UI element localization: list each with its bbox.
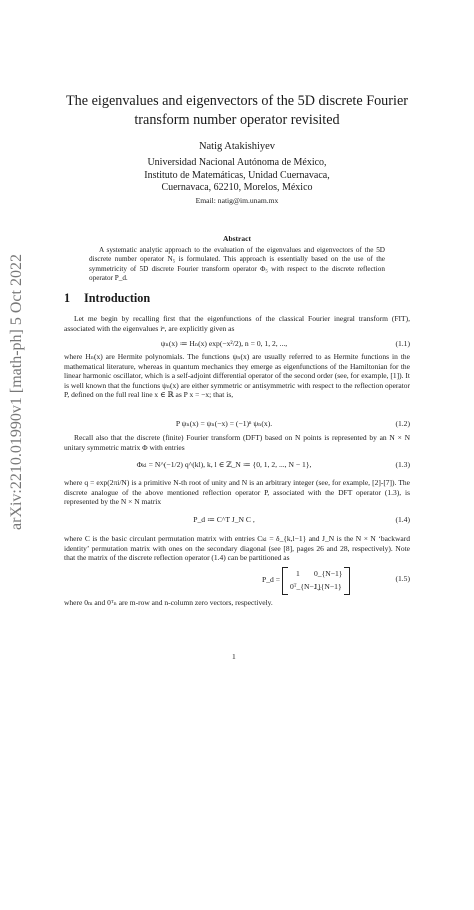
equation-tag: (1.2) — [395, 419, 410, 428]
matrix-lhs: P_d = — [262, 575, 280, 584]
author-name: Natig Atakishiyev — [198, 141, 276, 152]
left-bracket — [282, 567, 288, 595]
equation-body: P ψₙ(x) = ψₙ(−x) = (−1)ⁿ ψₙ(x). — [175, 419, 273, 428]
paragraph-1: Let me begin by recalling first that the eigenfunctions of the classical Fourier inegral transform (FIT), associated with the eigenvalues iⁿ, are explicitly given as — [64, 314, 410, 333]
equation-tag: (1.3) — [395, 460, 410, 469]
paragraph-5: where C is the basic circulant permutation matrix with entries Cₖₗ = δ_{k,l−1} and J_N is the N × N ‘backward identity’ permutation matrix with ones on the secondary diagonal (see [8], pages 26 and 28, respectively). Note that the matrix of the discrete reflection operator (1.4) can be partitioned as — [64, 534, 410, 563]
matrix-entry-12: 0_{N−1} — [314, 569, 343, 578]
paragraph-4: where q = exp(2πi/N) is a primitive N-th root of unity and N is an arbitrary integer (see, for example, [2]-[7]). The discrete analogue of the above mentioned reflection operator P, associated with the DFT operator (1.3), is represented by the N × N matrix — [64, 478, 410, 507]
title-line-1: The eigenvalues and eigenvectors of the 5D discrete Fourier — [66, 93, 408, 109]
equation-body: ψₙ(x) ≔ Hₙ(x) exp(−x²/2), n = 0, 1, 2, ..., — [160, 339, 288, 348]
equation-1-3 — [64, 458, 410, 472]
author-email: Email: natig@im.unam.mx — [195, 195, 279, 205]
paper-title — [64, 92, 410, 130]
equation-body: P_d ≔ C^T J_N C , — [193, 515, 255, 524]
equation-tag: (1.1) — [395, 339, 410, 348]
equation-1-2 — [64, 417, 410, 431]
section-number: 1 — [64, 291, 71, 305]
affiliation-line-2: Instituto de Matemáticas, Unidad Cuernavaca, — [144, 169, 330, 181]
right-bracket — [344, 567, 350, 595]
equation-tag: (1.5) — [395, 574, 410, 583]
abstract-body: A systematic analytic approach to the evaluation of the eigenvalues and eigenvectors of the 5D discrete number operator N₅ is formulated. This approach is essentially based on the use of the symmetricity of 5D discrete Fourier transform operator Φ₅ with respect to the discrete reflection operator P_d. — [89, 246, 385, 283]
affiliation-block — [64, 157, 410, 207]
matrix-entry-11: 1 — [296, 569, 300, 578]
equation-1-1 — [64, 337, 410, 351]
equation-tag: (1.4) — [395, 515, 410, 524]
affiliation-line-3: Cuernavaca, 62210, Morelos, México — [161, 182, 313, 193]
page-number: 1 — [232, 652, 236, 661]
matrix-entry-21: 0ᵀ_{N−1} — [290, 582, 322, 591]
arxiv-id: arXiv:2210.01990v1 [math-ph] 5 Oct 2022 — [8, 254, 25, 530]
affiliation-line-1: Universidad Nacional Autónoma de México, — [147, 157, 327, 168]
equation-body: Φₖₗ = N^(−1/2) q^(kl), k, l ∈ ℤ_N ≔ {0, 1, 2, ..., N − 1}, — [136, 460, 312, 469]
equation-1-4 — [64, 513, 410, 527]
arxiv-sidebar-stamp — [8, 254, 34, 910]
section-title: Introduction — [84, 291, 151, 305]
paragraph-3: Recall also that the discrete (finite) Fourier transform (DFT) based on N points is represented by an N × N unitary symmetric matrix Φ with entries — [64, 433, 410, 452]
abstract-heading: Abstract — [223, 234, 251, 243]
matrix-entry-22: J_{N−1} — [314, 582, 342, 591]
section-heading — [64, 291, 150, 306]
equation-1-5 — [64, 567, 410, 595]
paragraph-2: where Hₙ(x) are Hermite polynomials. The functions ψₙ(x) are usually referred to as Hermite functions in the mathematical literature, whereas in quantum mechanics they emerge as eigenfunctions of the Hamiltonian for the linear harmonic oscillator, which is a self-adjoint differential operator of the second order (see, for example, [1]). It is well known that the functions ψₙ(x) are either symmetric or antisymmetric with respect to the reflection operator P, defined on the full real line x ∈ ℝ as P x = −x; that is, — [64, 352, 410, 400]
paragraph-6: where 0ₘ and 0ᵀₙ are m-row and n-column zero vectors, respectively. — [64, 598, 273, 607]
title-line-2: transform number operator revisited — [134, 112, 340, 128]
